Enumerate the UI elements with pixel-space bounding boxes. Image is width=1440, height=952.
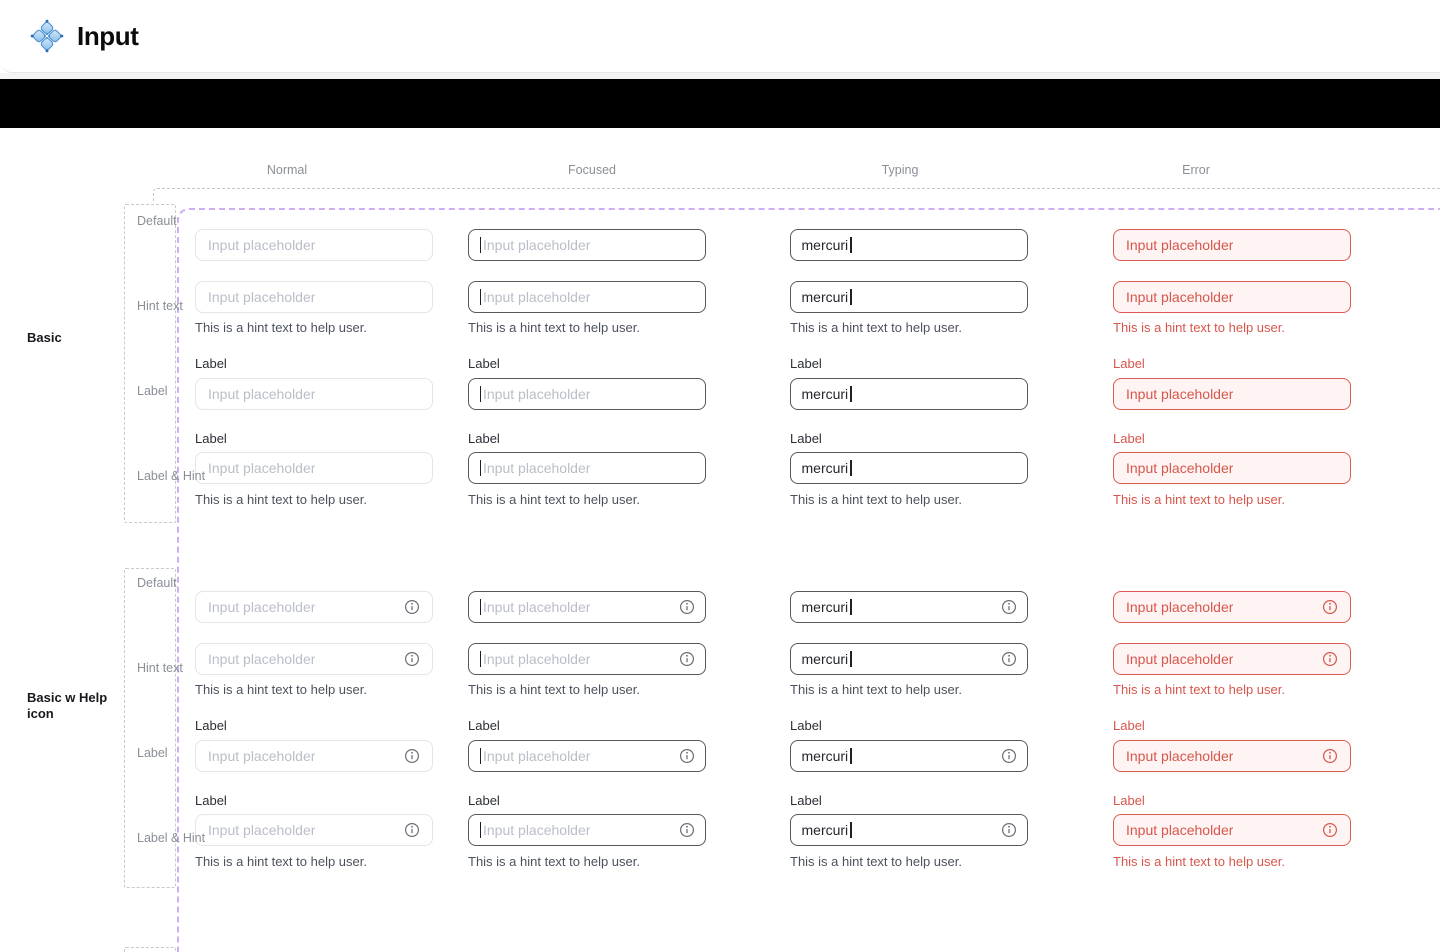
info-circle-icon[interactable]: [1001, 822, 1017, 838]
input-value: mercuri: [801, 386, 849, 402]
input-placeholder: Input placeholder: [1126, 460, 1234, 476]
input-normal-label_hint-with-help-icon[interactable]: [195, 814, 433, 846]
info-circle-icon[interactable]: [1001, 651, 1017, 667]
page-title: Input: [77, 20, 139, 51]
input-error-label[interactable]: [1113, 378, 1351, 410]
input-placeholder: Input placeholder: [1126, 651, 1234, 667]
input-label: Label: [195, 356, 227, 371]
component-set-frame: [153, 188, 1440, 202]
input-label: Label: [468, 718, 500, 733]
input-normal-default-with-help-icon[interactable]: [195, 591, 433, 623]
input-error-label_hint[interactable]: [1113, 452, 1351, 484]
info-circle-icon[interactable]: [404, 599, 420, 615]
input-value: mercuri: [801, 460, 849, 476]
input-focused-label[interactable]: [468, 378, 706, 410]
input-label: Label: [468, 431, 500, 446]
variant-group-frame-next: [124, 947, 176, 952]
input-placeholder: Input placeholder: [208, 386, 316, 402]
input-normal-label_hint[interactable]: [195, 452, 433, 484]
input-placeholder: Input placeholder: [1126, 748, 1234, 764]
text-cursor: [480, 651, 482, 667]
info-circle-icon[interactable]: [1001, 748, 1017, 764]
input-error-label-with-help-icon[interactable]: [1113, 740, 1351, 772]
input-label: Label: [468, 356, 500, 371]
info-circle-icon[interactable]: [1322, 599, 1338, 615]
input-typing-label-with-help-icon[interactable]: [790, 740, 1028, 772]
input-typing-default[interactable]: [790, 229, 1028, 261]
text-cursor: [850, 237, 852, 253]
input-placeholder: Input placeholder: [208, 822, 316, 838]
input-placeholder: Input placeholder: [1126, 289, 1234, 305]
input-label: Label: [1113, 793, 1145, 808]
row-label-label_hint: Label & Hint: [137, 469, 206, 483]
hint-text: This is a hint text to help user.: [790, 492, 962, 507]
column-header-typing: Typing: [881, 163, 919, 177]
row-label-hint: Hint text: [137, 661, 183, 675]
input-focused-label-with-help-icon[interactable]: [468, 740, 706, 772]
hint-text: This is a hint text to help user.: [1113, 854, 1285, 869]
input-error-hint-with-help-icon[interactable]: [1113, 643, 1351, 675]
input-value: mercuri: [801, 651, 849, 667]
column-header-focused: Focused: [568, 163, 616, 177]
input-placeholder: Input placeholder: [483, 460, 591, 476]
hint-text: This is a hint text to help user.: [468, 492, 640, 507]
hint-text: This is a hint text to help user.: [195, 682, 367, 697]
input-typing-hint[interactable]: [790, 281, 1028, 313]
input-label: Label: [195, 431, 227, 446]
hint-text: This is a hint text to help user.: [1113, 320, 1285, 335]
input-placeholder: Input placeholder: [483, 599, 591, 615]
input-placeholder: Input placeholder: [1126, 386, 1234, 402]
input-label: Label: [790, 793, 822, 808]
input-placeholder: Input placeholder: [1126, 599, 1234, 615]
info-circle-icon[interactable]: [404, 822, 420, 838]
input-placeholder: Input placeholder: [483, 822, 591, 838]
input-focused-hint-with-help-icon[interactable]: [468, 643, 706, 675]
text-cursor: [850, 386, 852, 402]
info-circle-icon[interactable]: [404, 651, 420, 667]
column-header-error: Error: [1182, 163, 1210, 177]
hint-text: This is a hint text to help user.: [195, 854, 367, 869]
input-focused-label_hint[interactable]: [468, 452, 706, 484]
info-circle-icon[interactable]: [1322, 822, 1338, 838]
text-cursor: [480, 460, 482, 476]
input-placeholder: Input placeholder: [483, 386, 591, 402]
info-circle-icon[interactable]: [1322, 748, 1338, 764]
text-cursor: [480, 822, 482, 838]
input-value: mercuri: [801, 822, 849, 838]
input-label: Label: [790, 431, 822, 446]
section-label-basic: Basic: [27, 330, 62, 345]
text-cursor: [850, 748, 852, 764]
input-placeholder: Input placeholder: [208, 237, 316, 253]
input-placeholder: Input placeholder: [208, 460, 316, 476]
input-normal-label-with-help-icon[interactable]: [195, 740, 433, 772]
info-circle-icon[interactable]: [679, 822, 695, 838]
text-cursor: [480, 599, 482, 615]
info-circle-icon[interactable]: [679, 599, 695, 615]
info-circle-icon[interactable]: [1322, 651, 1338, 667]
input-placeholder: Input placeholder: [208, 599, 316, 615]
row-label-label: Label: [137, 746, 168, 760]
text-cursor: [480, 748, 482, 764]
input-typing-label[interactable]: [790, 378, 1028, 410]
input-placeholder: Input placeholder: [1126, 822, 1234, 838]
input-placeholder: Input placeholder: [483, 237, 591, 253]
hint-text: This is a hint text to help user.: [195, 492, 367, 507]
input-focused-label_hint-with-help-icon[interactable]: [468, 814, 706, 846]
diamond-logo-icon: [30, 19, 64, 53]
info-circle-icon[interactable]: [679, 748, 695, 764]
input-typing-label_hint-with-help-icon[interactable]: [790, 814, 1028, 846]
input-label: Label: [790, 718, 822, 733]
input-placeholder: Input placeholder: [208, 289, 316, 305]
input-label: Label: [1113, 718, 1145, 733]
input-placeholder: Input placeholder: [483, 289, 591, 305]
input-normal-default[interactable]: [195, 229, 433, 261]
text-cursor: [850, 822, 852, 838]
row-label-default: Default: [137, 214, 177, 228]
hint-text: This is a hint text to help user.: [195, 320, 367, 335]
text-cursor: [850, 289, 852, 305]
row-label-hint: Hint text: [137, 299, 183, 313]
input-placeholder: Input placeholder: [208, 651, 316, 667]
input-placeholder: Input placeholder: [483, 748, 591, 764]
text-cursor: [850, 460, 852, 476]
input-label: Label: [195, 793, 227, 808]
toolbar-black-bar: [0, 79, 1440, 128]
input-value: mercuri: [801, 748, 849, 764]
input-typing-hint-with-help-icon[interactable]: [790, 643, 1028, 675]
input-label: Label: [790, 356, 822, 371]
input-error-label_hint-with-help-icon[interactable]: [1113, 814, 1351, 846]
hint-text: This is a hint text to help user.: [790, 854, 962, 869]
section-label-basic-help-icon: Basic w Help icon: [27, 690, 108, 721]
input-label: Label: [468, 793, 500, 808]
hint-text: This is a hint text to help user.: [1113, 492, 1285, 507]
info-circle-icon[interactable]: [1001, 599, 1017, 615]
text-cursor: [850, 651, 852, 667]
input-typing-label_hint[interactable]: [790, 452, 1028, 484]
input-value: mercuri: [801, 289, 849, 305]
row-label-label_hint: Label & Hint: [137, 831, 206, 845]
input-typing-default-with-help-icon[interactable]: [790, 591, 1028, 623]
input-placeholder: Input placeholder: [208, 748, 316, 764]
info-circle-icon[interactable]: [679, 651, 695, 667]
row-label-label: Label: [137, 384, 168, 398]
header: [0, 0, 1440, 73]
hint-text: This is a hint text to help user.: [468, 320, 640, 335]
text-cursor: [480, 237, 482, 253]
input-placeholder: Input placeholder: [483, 651, 591, 667]
input-focused-default[interactable]: [468, 229, 706, 261]
hint-text: This is a hint text to help user.: [790, 682, 962, 697]
hint-text: This is a hint text to help user.: [790, 320, 962, 335]
input-error-default-with-help-icon[interactable]: [1113, 591, 1351, 623]
text-cursor: [480, 289, 482, 305]
input-focused-default-with-help-icon[interactable]: [468, 591, 706, 623]
input-value: mercuri: [801, 599, 849, 615]
input-label: Label: [1113, 356, 1145, 371]
input-error-hint[interactable]: [1113, 281, 1351, 313]
text-cursor: [850, 599, 852, 615]
input-normal-label[interactable]: [195, 378, 433, 410]
input-normal-hint[interactable]: [195, 281, 433, 313]
row-label-default: Default: [137, 576, 177, 590]
hint-text: This is a hint text to help user.: [468, 682, 640, 697]
hint-text: This is a hint text to help user.: [1113, 682, 1285, 697]
input-focused-hint[interactable]: [468, 281, 706, 313]
text-cursor: [480, 386, 482, 402]
info-circle-icon[interactable]: [404, 748, 420, 764]
input-error-default[interactable]: [1113, 229, 1351, 261]
hint-text: This is a hint text to help user.: [468, 854, 640, 869]
input-value: mercuri: [801, 237, 849, 253]
input-placeholder: Input placeholder: [1126, 237, 1234, 253]
input-label: Label: [195, 718, 227, 733]
input-normal-hint-with-help-icon[interactable]: [195, 643, 433, 675]
column-header-normal: Normal: [266, 163, 308, 177]
input-label: Label: [1113, 431, 1145, 446]
